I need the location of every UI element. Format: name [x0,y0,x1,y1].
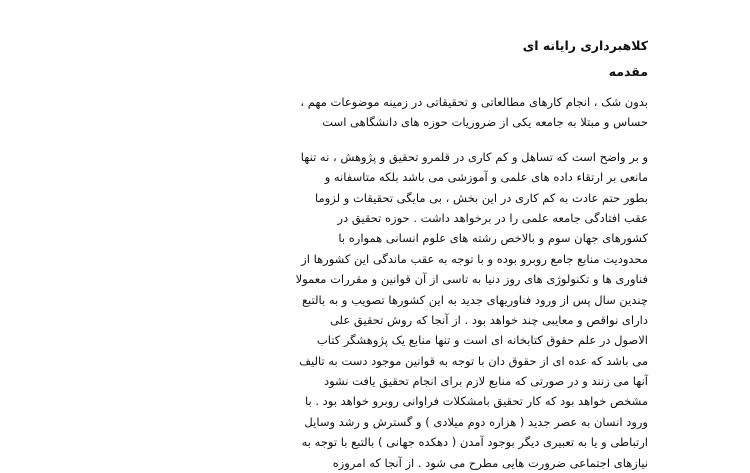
paragraph-1 [128,92,648,133]
document-body [128,36,648,473]
section-heading: مقدمه [608,64,648,79]
text-line: الاصول در علم حقوق کتابخانه ای است و تنها منابع یک پژوهشگر کتاب [316,333,648,348]
text-line: مانعی بر ارتقاء داده های علمی و آموزشی می باشد بلکه متاسفانه و [324,170,648,185]
text-line: می باشد که عده ای از حقوق دان با توجه به قوانین موجود دست به تالیف [299,353,648,368]
text-line: حساس و مبتلا به جامعه یکی از ضروریات حوزه های دانشگاهی است [322,115,648,130]
text-line: و بر واضح است که تساهل و کم کاری در قلمرو تحقیق و پژوهش ، نه تنها [300,149,648,164]
document-title: کلاهبرداری رایانه ای [522,38,648,53]
text-line: کشورهای جهان سوم و بالاخص رشته های علوم انسانی همواره با [338,231,648,246]
text-line: دارای نواقص و معایبی چند خواهد بود . از آنجا که روش تحقیق علی [329,312,648,327]
text-line: آنها می زنند و در صورتی که منابع لازم برای انجام تحقیق یافت نشود [323,374,648,389]
text-line: چندین سال پس از ورود فناوریهای جدید به این کشورها تصویب و به بالتبع [301,292,648,307]
text-line: فناوری ها و تکنولوژی های روز دنیا به تاسی از آن قوانین و مقررات معمولا [295,272,648,287]
paragraph-2 [128,147,648,473]
text-line: بطور حتم عادت به کم کاری در این بخش ، بی مایگی تحقیقات و لزوما [315,190,648,205]
text-line: محدودیت منابع جامع روبرو بوده و با توجه به عقب ماندگی این کشورها از [301,251,648,266]
text-line: بدون شک ، انجام کارهای مطالعاتی و تحقیقاتی در زمینه موضوعات مهم ، [300,95,648,109]
text-line: ورود انسان به عصر جدید ( هزاره دوم میلادی ) و گسترش و رشد وسایل [304,414,648,429]
text-line: مشخص خواهد بود که کار تحقیق بامشکلات فراوانی روبرو خواهد بود . با [305,394,648,409]
text-line: عقب افتادگی جامعه علمی را در برخواهد داشت . حوزه تحقیق در [337,210,648,225]
text-line: ارتباطی و یا به تعبیری دیگر بوجود آمدن ( دهکده جهانی ) بالتبع با توجه به [301,435,648,450]
text-line: نیازهای اجتماعی ضرورت هایی مطرح می شود . از آنجا که امروزه [332,455,648,470]
